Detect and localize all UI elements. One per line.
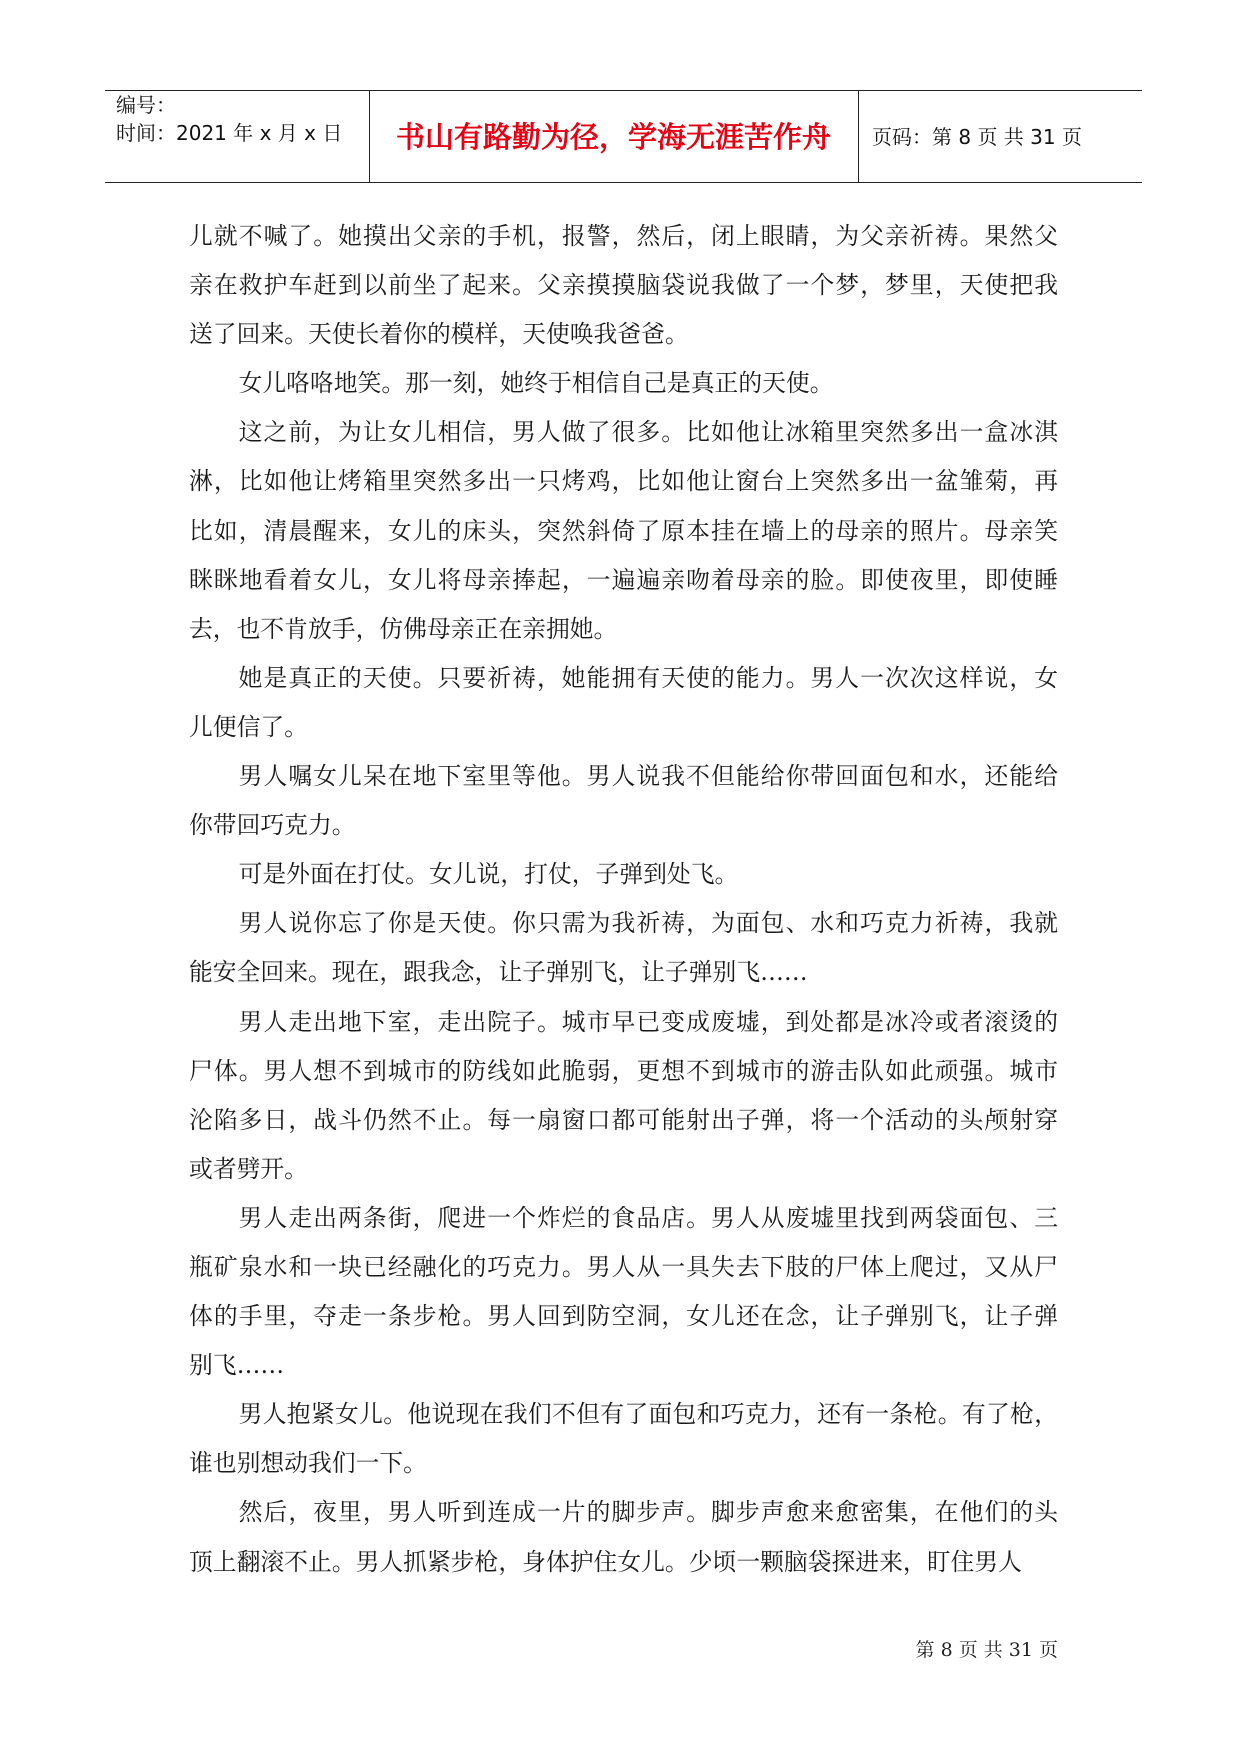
paragraph <box>189 752 1058 850</box>
footer-page-number: 第 8 页 共 31 页 <box>915 1639 1058 1661</box>
paragraph <box>189 899 1058 997</box>
text-line: 男人嘱女儿呆在地下室里等他。男人说我不但能给你带回面包和水，还能给 <box>238 762 1058 791</box>
text-line: 别飞…… <box>189 1351 285 1380</box>
header-motto: 书山有路勤为径，学海无涯苦作舟 <box>395 120 831 154</box>
paragraph <box>189 359 1058 408</box>
body-text <box>189 212 1058 1587</box>
text-line: 男人抱紧女儿。他说现在我们不但有了面包和巧克力，还有一条枪。有了枪， <box>238 1400 1058 1429</box>
text-line: 去，也不肯放手，仿佛母亲正在亲拥她。 <box>189 614 618 643</box>
header-top-rule <box>105 90 1142 91</box>
text-line: 然后，夜里，男人听到连成一片的脚步声。脚步声愈来愈密集，在他们的头 <box>238 1498 1058 1527</box>
text-line: 送了回来。天使长着你的模样，天使唤我爸爸。 <box>189 320 689 349</box>
text-line: 亲在救护车赶到以前坐了起来。父亲摸摸脑袋说我做了一个梦，梦里，天使把我 <box>189 271 1058 300</box>
text-line: 女儿咯咯地笑。那一刻，她终于相信自己是真正的天使。 <box>238 369 834 398</box>
paragraph <box>189 850 1058 899</box>
text-line: 体的手里，夺走一条步枪。男人回到防空洞，女儿还在念，让子弹别飞，让子弹 <box>189 1302 1058 1331</box>
text-line: 能安全回来。现在，跟我念，让子弹别飞，让子弹别飞…… <box>189 958 808 987</box>
text-line: 比如，清晨醒来，女儿的床头，突然斜倚了原本挂在墙上的母亲的照片。母亲笑 <box>189 516 1058 545</box>
text-line: 眯眯地看着女儿，女儿将母亲捧起，一遍遍亲吻着母亲的脸。即使夜里，即使睡 <box>189 565 1058 594</box>
text-line: 男人走出两条街，爬进一个炸烂的食品店。男人从废墟里找到两袋面包、三 <box>238 1203 1058 1232</box>
text-line: 儿就不喊了。她摸出父亲的手机，报警，然后，闭上眼睛，为父亲祈祷。果然父 <box>189 222 1058 250</box>
paragraph <box>189 1194 1058 1390</box>
text-line: 她是真正的天使。只要祈祷，她能拥有天使的能力。男人一次次这样说，女 <box>238 663 1058 692</box>
text-line: 儿便信了。 <box>189 712 308 741</box>
header-page-code: 页码：第 8 页 共 31 页 <box>872 125 1082 149</box>
header-divider-right <box>858 90 859 182</box>
header-bottom-rule <box>105 182 1142 183</box>
text-line: 淋，比如他让烤箱里突然多出一只烤鸡，比如他让窗台上突然多出一盆雏菊，再 <box>189 467 1058 496</box>
paragraph <box>189 212 1058 359</box>
paragraph <box>189 1488 1058 1586</box>
text-line: 这之前，为让女儿相信，男人做了很多。比如他让冰箱里突然多出一盒冰淇 <box>238 418 1058 447</box>
paragraph <box>189 998 1058 1194</box>
text-line: 谁也别想动我们一下。 <box>189 1449 427 1478</box>
text-line: 瓶矿泉水和一块已经融化的巧克力。男人从一具失去下肢的尸体上爬过，又从尸 <box>189 1252 1058 1281</box>
text-line: 男人走出地下室，走出院子。城市早已变成废墟，到处都是冰冷或者滚烫的 <box>238 1007 1058 1036</box>
text-line: 你带回巧克力。 <box>189 811 356 840</box>
text-line: 顶上翻滚不止。男人抓紧步枪，身体护住女儿。少顷一颗脑袋探进来，盯住男人 <box>189 1547 1022 1576</box>
text-line: 或者劈开。 <box>189 1154 308 1183</box>
text-line: 尸体。男人想不到城市的防线如此脆弱，更想不到城市的游击队如此顽强。城市 <box>189 1056 1058 1085</box>
text-line: 可是外面在打仗。女儿说，打仗，子弹到处飞。 <box>238 860 739 889</box>
text-line: 男人说你忘了你是天使。你只需为我祈祷，为面包、水和巧克力祈祷，我就 <box>238 909 1058 938</box>
text-line: 沦陷多日，战斗仍然不止。每一扇窗口都可能射出子弹，将一个活动的头颅射穿 <box>189 1105 1058 1134</box>
serial-number-label: 编号： <box>116 93 176 117</box>
paragraph <box>189 654 1058 752</box>
paragraph <box>189 408 1058 653</box>
time-label: 时间：2021 年 x 月 x 日 <box>116 121 343 145</box>
paragraph <box>189 1390 1058 1488</box>
